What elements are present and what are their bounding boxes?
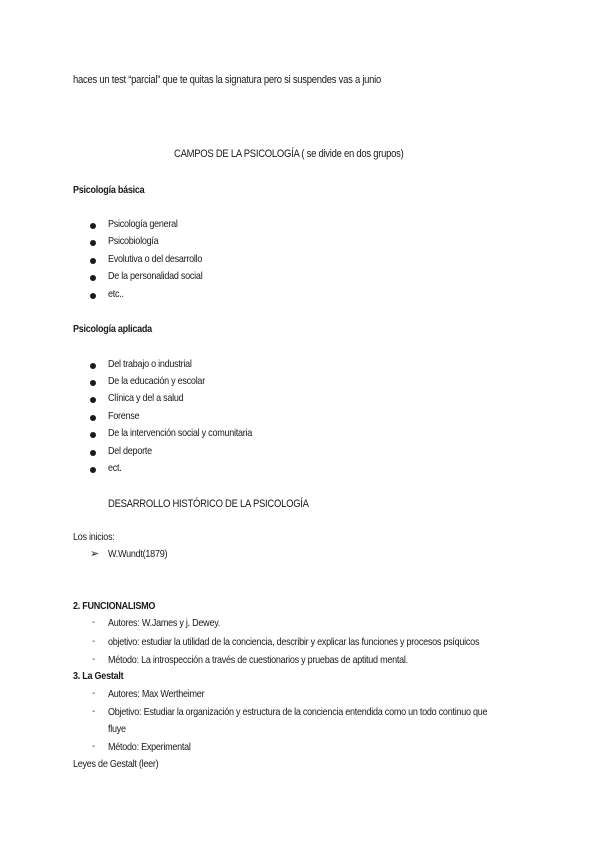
basica-item: De la personalidad social <box>108 270 203 282</box>
bullet-icon <box>90 380 96 386</box>
arrow-bullet-icon: ➢ <box>90 548 100 560</box>
bullet-icon <box>90 223 96 229</box>
bullet-icon <box>90 258 96 264</box>
basica-item: Evolutiva o del desarrollo <box>108 253 203 265</box>
aplicada-item: Del deporte <box>108 445 152 457</box>
basica-item: Psicobiología <box>108 235 159 247</box>
funcionalismo-item: Autores: W.James y j. Dewey. <box>108 617 221 629</box>
funcionalismo-item: Método: La introspección a través de cuestionarios y pruebas de aptitud mental. <box>108 654 408 666</box>
inicios-item: W.Wundt(1879) <box>108 548 168 560</box>
bullet-icon <box>90 275 96 281</box>
aplicada-item: ect. <box>108 462 122 474</box>
dash-bullet-icon: - <box>92 617 96 628</box>
basica-item: Psicología general <box>108 218 178 230</box>
bullet-icon <box>90 415 96 421</box>
dash-bullet-icon: - <box>92 741 96 752</box>
bullet-icon <box>90 240 96 246</box>
bullet-icon <box>90 450 96 456</box>
aplicada-item: Clínica y del a salud <box>108 392 184 404</box>
desarrollo-title: DESARROLLO HISTÓRICO DE LA PSICOLOGÍA <box>108 498 309 510</box>
gestalt-item-continuation: fluye <box>108 723 126 735</box>
dash-bullet-icon: - <box>92 688 96 699</box>
aplicada-item: De la educación y escolar <box>108 375 205 387</box>
basica-item: etc.. <box>108 288 124 300</box>
aplicada-heading: Psicología aplicada <box>73 323 152 335</box>
gestalt-heading: 3. La Gestalt <box>73 670 124 682</box>
bullet-icon <box>90 397 96 403</box>
funcionalismo-heading: 2. FUNCIONALISMO <box>73 600 156 612</box>
aplicada-item: De la intervención social y comunitaria <box>108 427 253 439</box>
dash-bullet-icon: - <box>92 706 96 717</box>
leyes-gestalt-text: Leyes de Gestalt (leer) <box>73 758 159 770</box>
bullet-icon <box>90 467 96 473</box>
aplicada-item: Forense <box>108 410 140 422</box>
dash-bullet-icon: - <box>92 654 96 665</box>
inicios-label: Los inicios: <box>73 531 115 543</box>
basica-heading: Psicología básica <box>73 184 145 196</box>
gestalt-item: Objetivo: Estudiar la organización y estructura de la conciencia entendida como un todo continuo que <box>108 706 488 718</box>
dash-bullet-icon: - <box>92 636 96 647</box>
campos-title: CAMPOS DE LA PSICOLOGÍA ( se divide en dos grupos) <box>174 148 404 160</box>
funcionalismo-item: objetivo: estudiar la utilidad de la conciencia, describir y explicar las funciones y procesos psíquicos <box>108 636 480 648</box>
bullet-icon <box>90 363 96 369</box>
gestalt-item: Autores: Max Wertheimer <box>108 688 205 700</box>
intro-text: haces un test “parcial” que te quitas la signatura pero si suspendes vas a junio <box>73 74 382 86</box>
gestalt-item: Método: Experimental <box>108 741 191 753</box>
aplicada-item: Del trabajo o industrial <box>108 358 192 370</box>
bullet-icon <box>90 293 96 299</box>
bullet-icon <box>90 432 96 438</box>
